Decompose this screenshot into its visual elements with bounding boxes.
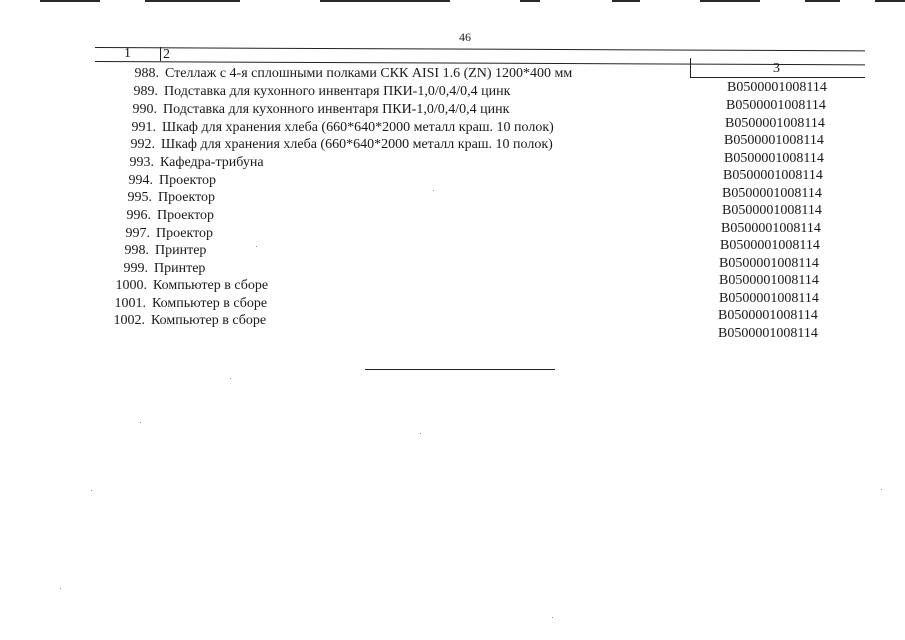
header-col-2: 2: [163, 47, 170, 62]
row-name: Шкаф для хранения хлеба (660*640*2000 металл краш. 10 полок): [162, 120, 554, 135]
header-col-1: 1: [124, 46, 131, 61]
scan-speck: [230, 378, 231, 379]
scan-speck: [881, 489, 882, 490]
row-name: Принтер: [155, 243, 207, 258]
row-number: 996.: [126, 208, 151, 223]
row-number: 1000.: [115, 278, 147, 293]
row-name: Подставка для кухонного инвентаря ПКИ-1,0/0,4/0,4 цинк: [163, 102, 510, 117]
row-code: B0500001008114: [719, 291, 819, 306]
row-code: B0500001008114: [718, 308, 818, 323]
scan-speck: [60, 588, 61, 589]
row-number: 1002.: [113, 313, 145, 328]
row-number: 989.: [133, 84, 158, 99]
row-number: 992.: [130, 137, 155, 152]
row-number: 999.: [123, 261, 148, 276]
row-code: B0500001008114: [722, 203, 822, 218]
row-name: Проектор: [156, 226, 214, 241]
row-number: 998.: [124, 243, 149, 258]
row-number: 993.: [129, 155, 154, 170]
row-code: B0500001008114: [722, 186, 822, 201]
row-name: Стеллаж с 4-я сплошными полками СКК AISI 1.6 (ZN) 1200*400 мм: [165, 66, 573, 81]
row-code: B0500001008114: [726, 98, 826, 113]
row-number: 994.: [128, 173, 153, 188]
end-of-table-rule: [365, 369, 555, 370]
scan-speck: [256, 246, 257, 247]
row-name: Подставка для кухонного инвентаря ПКИ-1,0/0,4/0,4 цинк: [164, 84, 511, 99]
row-code: B0500001008114: [725, 116, 825, 131]
row-name: Компьютер в сборе: [153, 278, 269, 293]
row-code: B0500001008114: [727, 80, 827, 95]
row-code: B0500001008114: [723, 168, 823, 183]
row-name: Проектор: [157, 208, 215, 223]
row-code: B0500001008114: [724, 151, 824, 166]
row-number: 1001.: [114, 296, 146, 311]
row-code: B0500001008114: [724, 133, 824, 148]
row-name: Проектор: [159, 173, 217, 188]
row-name: Компьютер в сборе: [152, 296, 268, 311]
row-name: Кафедра-трибуна: [160, 155, 264, 170]
row-code: B0500001008114: [720, 238, 820, 253]
row-code: B0500001008114: [718, 326, 818, 341]
scan-speck: [420, 433, 421, 434]
row-name: Проектор: [158, 190, 216, 205]
row-number: 995.: [127, 190, 152, 205]
header-col-3: 3: [773, 61, 780, 76]
row-number: 990.: [132, 102, 157, 117]
scan-speck: [552, 617, 553, 618]
page-number: 46: [459, 30, 471, 44]
row-number: 997.: [125, 226, 150, 241]
row-name: Принтер: [154, 261, 206, 276]
row-code: B0500001008114: [721, 221, 821, 236]
scan-speck: [140, 422, 141, 423]
row-name: Шкаф для хранения хлеба (660*640*2000 металл краш. 10 полок): [161, 137, 553, 152]
scan-speck: [91, 490, 92, 491]
row-code: B0500001008114: [719, 256, 819, 271]
scan-speck: [433, 190, 434, 191]
row-code: B0500001008114: [719, 273, 819, 288]
row-name: Компьютер в сборе: [151, 313, 267, 328]
row-number: 991.: [131, 120, 156, 135]
row-number: 988.: [134, 66, 159, 81]
